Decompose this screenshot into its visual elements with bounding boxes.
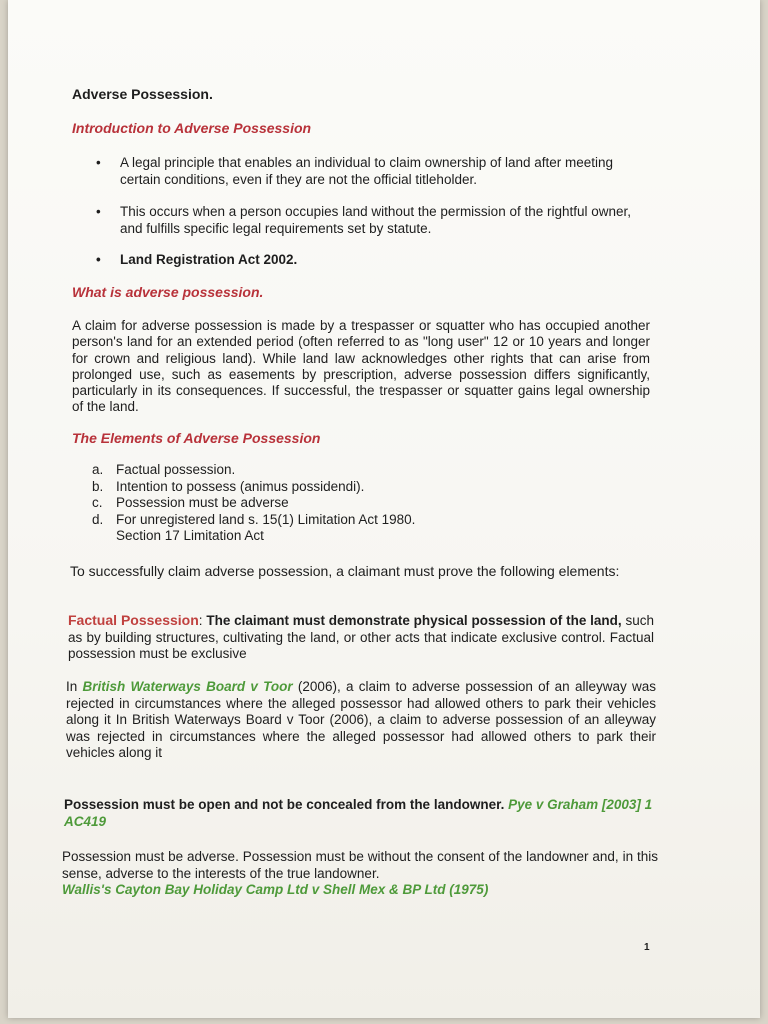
document-title: Adverse Possession.	[72, 86, 213, 102]
elements-list	[92, 462, 612, 545]
bullet-item-3	[96, 251, 656, 268]
bullet-glyph: •	[96, 252, 101, 267]
bullet-glyph: •	[96, 204, 101, 219]
list-item	[92, 528, 612, 545]
list-item-text: Factual possession.	[116, 462, 236, 477]
factual-possession-label: Factual Possession	[68, 612, 199, 628]
list-item-text: For unregistered land s. 15(1) Limitation Act 1980.	[116, 511, 416, 527]
heading-what-is: What is adverse possession.	[72, 284, 264, 300]
bullet-item-1	[96, 154, 656, 188]
factual-rest-text: such as by building structures, cultivating the land, or other acts that indicate exclusive control. Factual possession must be exclusive	[68, 613, 654, 661]
bullet-item-2	[96, 203, 656, 237]
paragraph-factual-possession	[68, 612, 654, 663]
list-item-text: Intention to possess (animus possidendi).	[116, 478, 365, 494]
paragraph-toor-case	[66, 679, 656, 762]
factual-bold-text: The claimant must demonstrate physical possession of the land,	[202, 613, 622, 628]
case-citation-wallis: Wallis's Cayton Bay Holiday Camp Ltd v Shell Mex & BP Ltd (1975)	[62, 882, 489, 897]
adverse-text: Possession must be adverse. Possession must be without the consent of the landowner and, in this sense, adverse to the interests of the true landowner.	[62, 849, 658, 881]
open-possession-text: Possession must be open and not be concealed from the landowner.	[64, 797, 505, 812]
bullet-text: This occurs when a person occupies land without the permission of the rightful owner, and fulfills specific legal requirements set by statute.	[120, 204, 632, 236]
heading-elements: The Elements of Adverse Possession	[72, 430, 321, 446]
list-item-text: Possession must be adverse	[116, 495, 289, 510]
paragraph-prove: To successfully claim adverse possession, a claimant must prove the following elements:	[70, 563, 620, 579]
list-marker: a.	[92, 462, 104, 477]
list-item	[92, 495, 612, 512]
paragraph-open-possession	[64, 797, 658, 830]
bullet-text: A legal principle that enables an individual to claim ownership of land after meeting certain conditions, even if they are not the official titleholder.	[120, 155, 614, 187]
paragraph-definition: A claim for adverse possession is made by a trespasser or squatter who has occupied another person's land for an extended period (often referred to as "long user" 12 or 10 years and longer for crown and religious land). While land law acknowledges other rights that can arise from prolonged use, such as easements by prescription, adverse possession differs significantly, particularly in its consequences. If successful, the trespasser or squatter gains legal ownership of the land.	[72, 318, 650, 415]
bullet-text: Land Registration Act 2002.	[120, 252, 298, 267]
list-marker: d.	[92, 511, 104, 527]
toor-prefix: In	[66, 679, 83, 694]
list-marker: c.	[92, 495, 103, 510]
list-marker: b.	[92, 478, 104, 494]
list-item	[92, 462, 612, 479]
paragraph-adverse-possession	[62, 849, 658, 899]
heading-introduction: Introduction to Adverse Possession	[72, 120, 312, 136]
list-item	[92, 479, 612, 496]
toor-text: (2006), a claim to adverse possession of an alleyway was rejected in circumstances where the alleged possessor had allowed others to park their vehicles along it In British Waterways Board v Toor (2006), a claim to adverse possession of an alleyway was rejected in circumstances where the alleged possessor had allowed others to park their vehicles along it	[66, 679, 656, 760]
case-citation-pye: Pye v Graham [2003] 1 AC419	[64, 797, 653, 829]
document-page	[8, 0, 760, 1018]
list-item	[92, 512, 612, 529]
list-item-text: Section 17 Limitation Act	[116, 528, 264, 543]
bullet-glyph: •	[96, 155, 101, 170]
page-number: 1	[644, 942, 650, 953]
case-citation-toor: British Waterways Board v Toor	[82, 679, 293, 694]
factual-colon: :	[198, 613, 203, 628]
